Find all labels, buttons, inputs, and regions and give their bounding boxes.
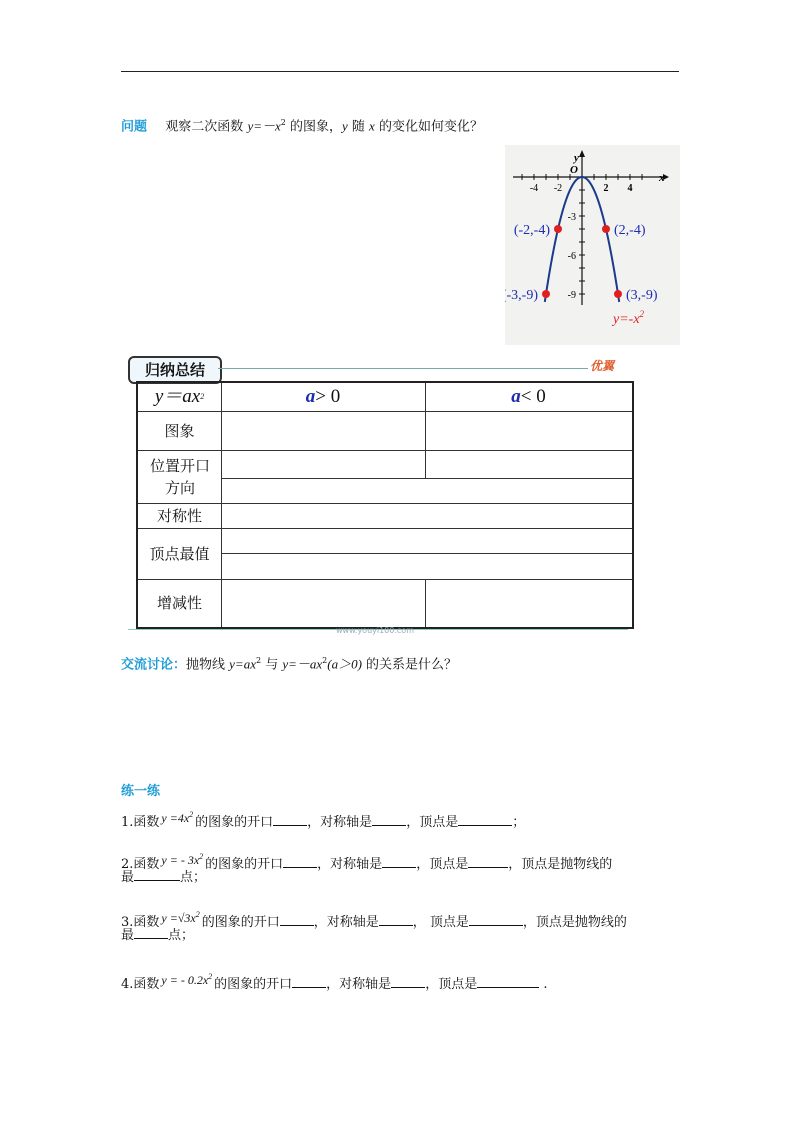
- question-text-a: 观察二次函数: [165, 119, 248, 135]
- exercise-1-fn: [161, 804, 193, 829]
- exercise-1-t1: 的图象的开口: [195, 815, 274, 830]
- discussion-line: [121, 652, 457, 674]
- y-axis-arrow: [579, 150, 585, 157]
- parabola-chart-svg: [505, 145, 680, 345]
- y-tick-label: -9: [567, 290, 576, 301]
- data-point: [542, 290, 550, 298]
- discussion-text-a: 抛物线: [186, 657, 230, 673]
- table-row-divider: [221, 478, 632, 479]
- discussion-cond: (a＞0): [327, 656, 362, 672]
- exercise-3-t6: 点；: [168, 928, 195, 943]
- summary-banner: 归纳总结: [128, 356, 222, 384]
- point-label: (2,-4): [614, 223, 646, 238]
- exercise-4-t4: .: [539, 977, 548, 992]
- x-tick-label: -4: [529, 183, 539, 194]
- exercise-3-cont: [121, 924, 194, 947]
- discussion-text-c: 的关系是什么？: [361, 657, 458, 673]
- exercise-2-fn-exp: 2: [199, 852, 204, 861]
- header-a-positive: [221, 383, 425, 411]
- header-function-text: y＝ax: [154, 386, 201, 407]
- header-function: [138, 383, 221, 411]
- exercise-4-fn: [161, 966, 212, 991]
- exercise-3-num: 3.函数: [121, 915, 160, 930]
- blank-opening[interactable]: [292, 973, 326, 988]
- y-tick-label: -3: [567, 212, 576, 223]
- brand-logo: 优翼: [590, 359, 615, 373]
- exercise-3-t2: ，对称轴是: [313, 915, 379, 930]
- blank-vertex[interactable]: [468, 853, 508, 868]
- header-a-positive-var: a: [305, 386, 316, 407]
- y-tick-label: -6: [567, 251, 576, 262]
- header-rule: [121, 71, 679, 72]
- exercise-2-t5: 最: [121, 870, 135, 885]
- blank-vertex[interactable]: [458, 811, 512, 826]
- header-a-negative-var: a: [511, 386, 521, 407]
- exercise-3-fn-exp: 2: [195, 910, 200, 919]
- question-fn: y=－x: [247, 118, 281, 134]
- blank-extreme[interactable]: [134, 924, 168, 939]
- exercise-2-t2: ，对称轴是: [317, 857, 383, 872]
- exercise-1-t4: ；: [512, 815, 526, 830]
- exercise-1-num: 1.函数: [121, 815, 160, 830]
- exercise-3: [121, 904, 627, 934]
- exercise-2-t6: 点；: [180, 870, 207, 885]
- question-fn-exp: 2: [280, 118, 286, 127]
- summary-table: [136, 381, 634, 629]
- discussion-exp2: 2: [322, 656, 328, 665]
- exercise-2-cont: [121, 866, 206, 889]
- header-a-negative-rel: < 0: [520, 386, 546, 407]
- exercise-1-fn-text: y =4x: [161, 811, 190, 825]
- practice-title: 练一练: [121, 784, 161, 799]
- discussion-fn2: y=－ax: [282, 656, 323, 672]
- exercise-3-t3: ， 顶点是: [412, 915, 469, 930]
- question-text-c: 随: [347, 119, 370, 135]
- row-label-symmetry: 对称性: [156, 506, 202, 525]
- curve-label-exp: 2: [639, 309, 645, 319]
- exercise-1-t3: ，顶点是: [406, 815, 459, 830]
- exercise-4: [121, 966, 547, 996]
- curve-label-text: y=-x: [613, 312, 640, 327]
- point-label: (-3,-9): [505, 288, 538, 303]
- parabola-chart: [505, 145, 680, 345]
- blank-opening[interactable]: [280, 911, 314, 926]
- blank-axis[interactable]: [382, 853, 416, 868]
- exercise-3-t4: ，顶点是抛物线的: [522, 915, 627, 930]
- header-function-exp: 2: [200, 392, 205, 401]
- blank-axis[interactable]: [372, 811, 406, 826]
- exercise-4-t2: ，对称轴是: [326, 977, 392, 992]
- x-axis-label: x: [659, 172, 665, 184]
- blank-axis[interactable]: [379, 911, 413, 926]
- question-text-b: 的图象，: [285, 119, 342, 135]
- blank-opening[interactable]: [283, 853, 317, 868]
- watermark: www.youyi100.com: [336, 626, 414, 635]
- banner-rule: [218, 368, 588, 369]
- exercise-3-fn-text: y =√3x: [161, 911, 196, 925]
- origin-label: O: [570, 164, 578, 176]
- blank-extreme[interactable]: [134, 866, 180, 881]
- exercise-1-t2: ，对称轴是: [307, 815, 373, 830]
- exercise-2-num: 2.函数: [121, 857, 160, 872]
- x-tick-label: 2: [603, 183, 609, 194]
- exercise-4-num: 4.函数: [121, 977, 160, 992]
- row-label-vertex: 顶点最值: [149, 544, 210, 563]
- exercise-2-t4: ，顶点是抛物线的: [508, 857, 613, 872]
- table-row-divider: [221, 553, 632, 554]
- row-label-monotonicity: 增减性: [156, 594, 202, 612]
- row-label-opening: 位置开口方向: [149, 456, 210, 497]
- question-var-x: x: [369, 118, 375, 134]
- data-point: [602, 225, 610, 233]
- discussion-exp1: 2: [255, 656, 262, 665]
- point-label: (3,-9): [626, 288, 658, 303]
- question-label: 问题: [121, 119, 148, 135]
- exercise-2-fn-text: y = - 3x: [161, 853, 200, 867]
- exercise-2-t1: 的图象的开口: [205, 857, 284, 872]
- exercise-1-fn-exp: 2: [189, 810, 194, 819]
- exercise-1: [121, 804, 525, 834]
- blank-axis[interactable]: [391, 973, 425, 988]
- question-line: [121, 114, 483, 136]
- point-label: (-2,-4): [513, 223, 550, 238]
- question-var-y: y: [342, 118, 348, 134]
- blank-opening[interactable]: [273, 811, 307, 826]
- data-point: [614, 290, 622, 298]
- row-label-graph: 图象: [164, 421, 195, 440]
- table-col-divider-1: [221, 383, 222, 627]
- exercise-3-t5: 最: [121, 928, 135, 943]
- question-text-d: 的变化如何变化？: [374, 119, 483, 135]
- discussion-text-b: 与: [261, 657, 283, 673]
- curve-label: [611, 309, 645, 327]
- exercise-3-t1: 的图象的开口: [201, 915, 280, 930]
- exercise-4-fn-text: y = - 0.2x: [161, 973, 209, 987]
- blank-vertex[interactable]: [477, 973, 539, 988]
- exercise-4-t3: ，顶点是: [425, 977, 478, 992]
- header-a-negative: [425, 383, 632, 411]
- exercise-4-t1: 的图象的开口: [214, 977, 293, 992]
- discussion-label: 交流讨论：: [121, 657, 187, 673]
- table-col-divider-2b: [425, 579, 426, 627]
- x-tick-label: -2: [553, 183, 563, 194]
- x-tick-label: 4: [627, 183, 633, 194]
- blank-vertex[interactable]: [469, 911, 523, 926]
- header-a-positive-rel: > 0: [315, 386, 341, 407]
- discussion-fn1: y=ax: [229, 656, 256, 672]
- exercise-4-fn-exp: 2: [208, 972, 213, 981]
- data-point: [554, 225, 562, 233]
- exercise-2-t3: ，顶点是: [416, 857, 469, 872]
- y-axis-label: y: [574, 152, 579, 164]
